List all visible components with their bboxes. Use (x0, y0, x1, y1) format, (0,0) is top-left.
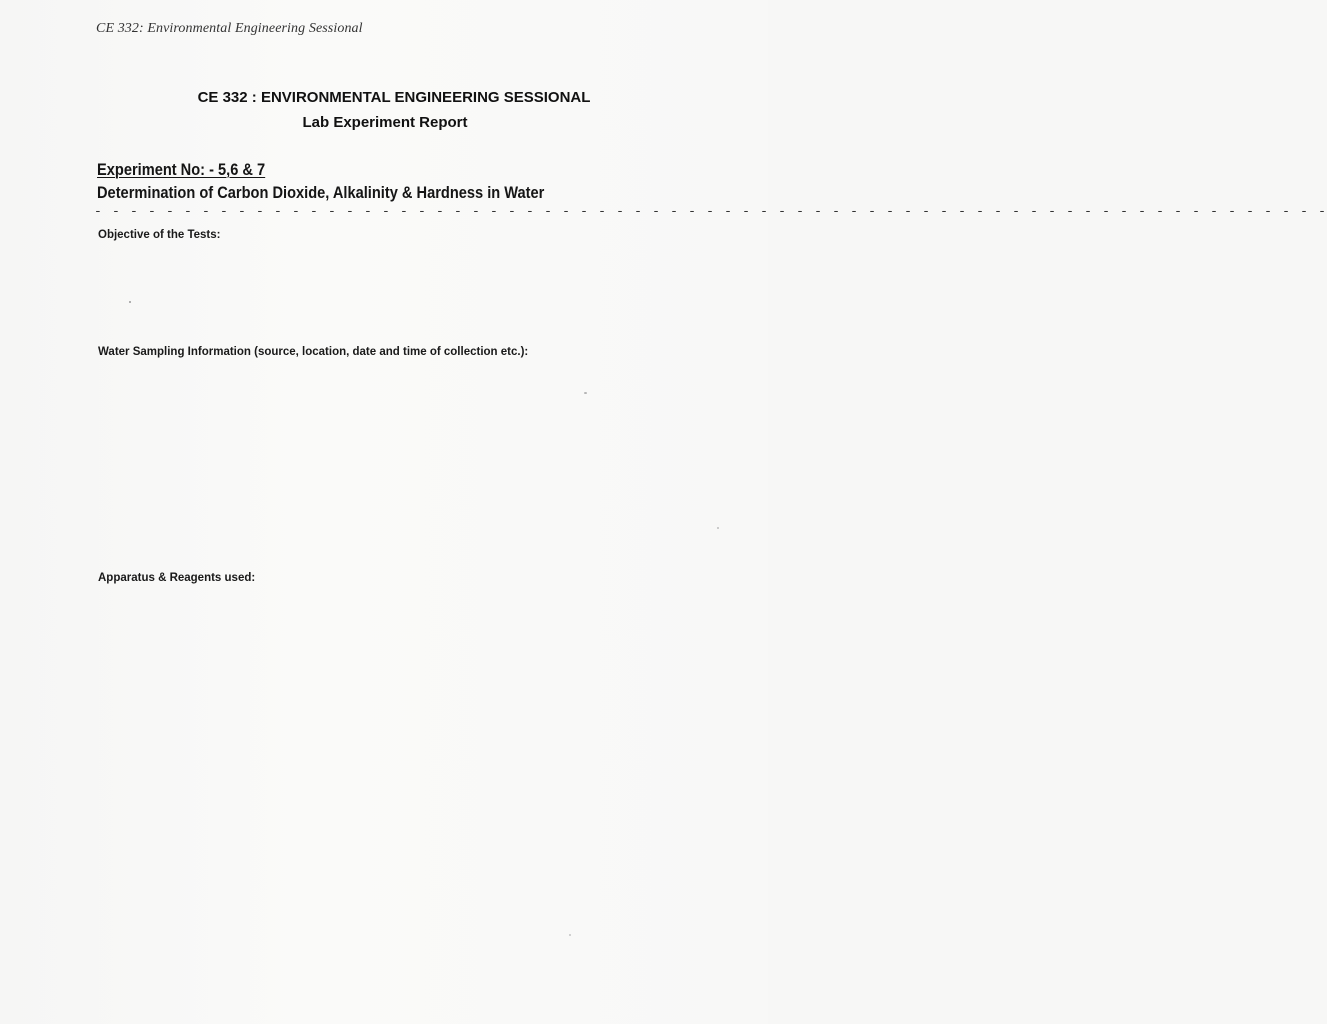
experiment-number: Experiment No: - 5,6 & 7 (97, 160, 266, 179)
objective-heading: Objective of the Tests: (98, 229, 221, 241)
scan-speck (129, 301, 131, 303)
running-header: CE 332: Environmental Engineering Sessional (96, 21, 363, 36)
apparatus-heading: Apparatus & Reagents used: (98, 572, 256, 584)
course-title: CE 332 : ENVIRONMENTAL ENGINEERING SESSIONAL (197, 89, 591, 106)
sampling-info-heading: Water Sampling Information (source, location, date and time of collection etc.): (98, 346, 529, 358)
scan-speck (717, 527, 719, 529)
report-title: Lab Experiment Report (302, 114, 468, 131)
experiment-title: Determination of Carbon Dioxide, Alkalinity & Hardness in Water (97, 183, 545, 202)
scan-speck (584, 392, 587, 394)
scan-speck (569, 934, 571, 936)
dashed-divider: - - - - - - - - - - - - - - - - - - - - - - - - - - - - - - - - - - - - - - - - - - - - - - - - - - - - - - - - - - - - - - - - - - - - - (94, 204, 1327, 219)
